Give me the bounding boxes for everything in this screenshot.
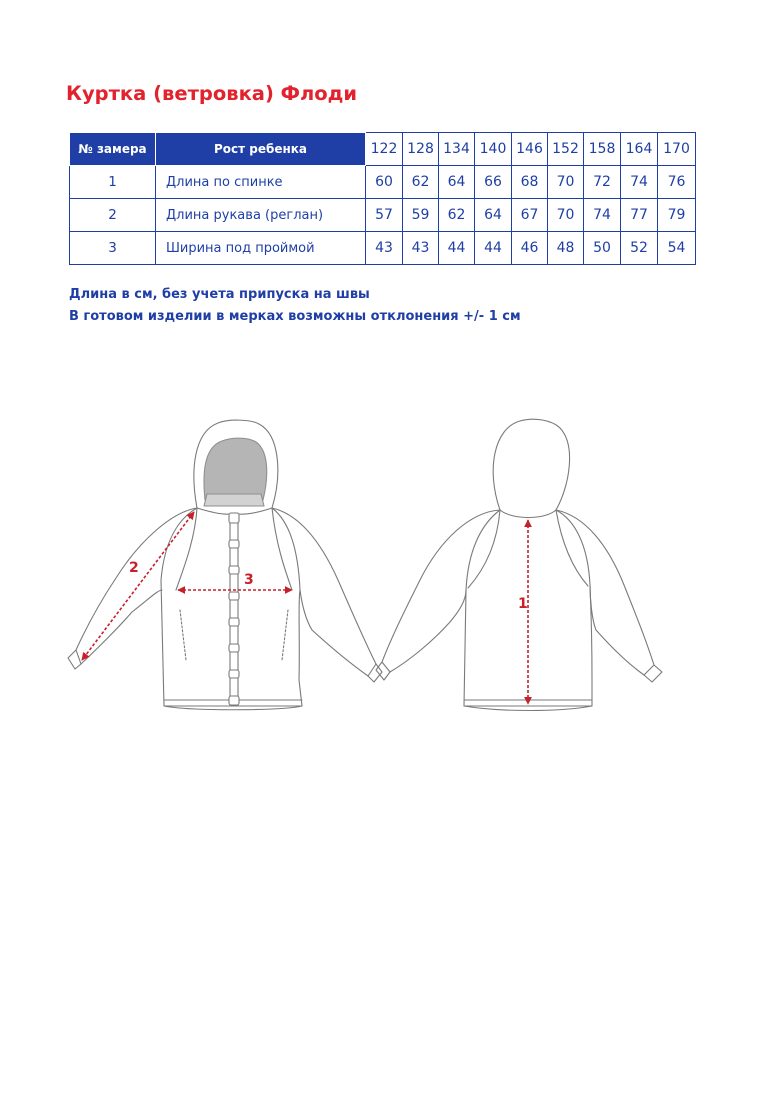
header-child-height: Рост ребенка [156,133,366,166]
size-header: 122 [366,133,403,166]
page-title: Куртка (ветровка) Флоди [66,82,358,105]
front-left-sleeve [76,508,197,664]
table-cell: 44 [475,232,512,265]
table-cell: 68 [512,166,548,199]
table-cell: 43 [366,232,403,265]
table-cell: 50 [584,232,621,265]
table-cell: 62 [403,166,439,199]
measurement-lines [82,512,528,704]
size-header: 170 [658,133,696,166]
table-cell: 44 [439,232,475,265]
sleeve-length-marker: 2 [129,560,139,576]
table-cell: 46 [512,232,548,265]
table-cell: 60 [366,166,403,199]
table-cell: 70 [548,199,584,232]
front-right-sleeve [272,508,376,676]
jacket-back-view [376,419,662,710]
back-left-sleeve [382,510,500,672]
chest-width-marker: 3 [244,572,254,588]
row-number: 2 [70,199,156,232]
size-header: 128 [403,133,439,166]
size-header: 152 [548,133,584,166]
jacket-front-view [68,420,382,710]
size-header: 158 [584,133,621,166]
row-name: Длина рукава (реглан) [156,199,366,232]
size-header: 140 [475,133,512,166]
table-cell: 64 [439,166,475,199]
table-cell: 67 [512,199,548,232]
row-number: 3 [70,232,156,265]
table-cell: 48 [548,232,584,265]
row-number: 1 [70,166,156,199]
table-cell: 79 [658,199,696,232]
size-header: 146 [512,133,548,166]
table-cell: 62 [439,199,475,232]
table-cell: 52 [621,232,658,265]
table-cell: 59 [403,199,439,232]
table-cell: 77 [621,199,658,232]
front-hood-lining [204,438,267,500]
table-cell: 74 [621,166,658,199]
table-cell: 64 [475,199,512,232]
note-tolerance: В готовом изделии в мерках возможны отклонения +/- 1 см [69,309,521,324]
note-no-seam-allowance: Длина в см, без учета припуска на швы [69,287,370,302]
row-name: Длина по спинке [156,166,366,199]
row-name: Ширина под проймой [156,232,366,265]
back-right-sleeve [556,510,654,675]
table-cell: 43 [403,232,439,265]
table-cell: 76 [658,166,696,199]
back-hood-outline [493,419,569,517]
size-header: 134 [439,133,475,166]
header-measure-number: № замера [70,133,156,166]
size-header: 164 [621,133,658,166]
table-cell: 66 [475,166,512,199]
table-cell: 72 [584,166,621,199]
table-cell: 74 [584,199,621,232]
table-cell: 70 [548,166,584,199]
table-cell: 54 [658,232,696,265]
table-cell: 57 [366,199,403,232]
back-length-marker: 1 [518,596,528,612]
